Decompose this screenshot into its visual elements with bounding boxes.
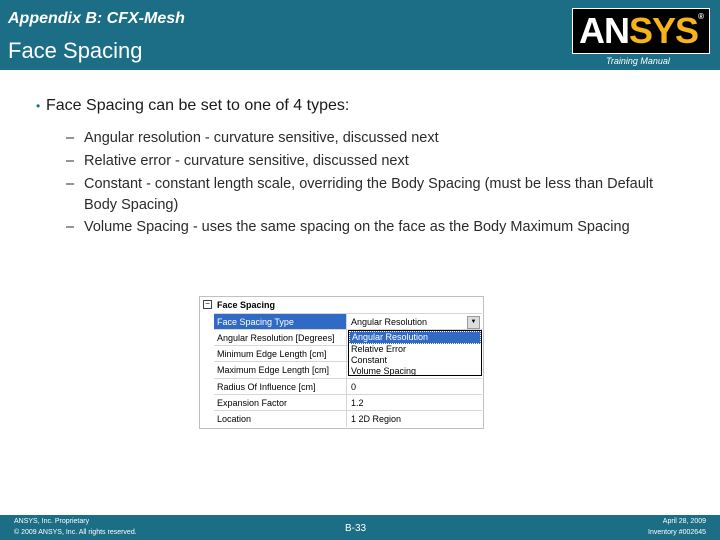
property-label: Angular Resolution [Degrees]	[214, 330, 347, 346]
property-label: Minimum Edge Length [cm]	[214, 346, 347, 362]
dropdown-arrow-icon[interactable]: ▼	[467, 316, 480, 329]
logo-text-part2: SYS	[629, 10, 699, 51]
header-bar	[0, 0, 720, 70]
page-number: B-33	[345, 523, 367, 534]
main-bullet: Face Spacing can be set to one of 4 types:	[46, 97, 350, 114]
logo-text-part1: AN	[579, 10, 630, 51]
property-value[interactable]: 1.2	[351, 398, 364, 408]
collapse-icon[interactable]: −	[203, 300, 212, 309]
dash-icon: –	[66, 219, 75, 235]
list-item-text: Volume Spacing - uses the same spacing on the face as the Body Maximum Spacing	[84, 219, 630, 235]
property-label: Location	[214, 411, 347, 427]
details-grid	[199, 296, 484, 429]
list-item-text: Angular resolution - curvature sensitive, discussed next	[84, 130, 439, 146]
property-value: Angular Resolution	[351, 317, 428, 327]
property-row[interactable]	[214, 410, 482, 427]
dropdown-option[interactable]: Volume Spacing	[351, 366, 417, 376]
list-item-text: Relative error - curvature sensitive, discussed next	[84, 153, 409, 169]
page-title: Face Spacing	[8, 38, 143, 63]
property-label: Maximum Edge Length [cm]	[214, 362, 347, 378]
inventory-number: Inventory #002645	[648, 529, 706, 536]
footer-date: April 28, 2009	[662, 518, 706, 525]
dropdown-option[interactable]: Constant	[351, 355, 388, 365]
group-header[interactable]	[200, 297, 483, 313]
section-title: Appendix B: CFX-Mesh	[8, 10, 185, 27]
list-item	[66, 151, 664, 172]
property-label: Radius Of Influence [cm]	[214, 379, 347, 395]
dropdown-list	[348, 330, 482, 376]
dropdown-option[interactable]: Relative Error	[351, 344, 407, 354]
footer-bar	[0, 515, 720, 540]
dash-icon: –	[66, 130, 75, 146]
property-label: Expansion Factor	[214, 395, 347, 411]
property-label: Face Spacing Type	[214, 314, 347, 330]
list-item-text: Constant - constant length scale, overriding the Body Spacing (must be less than Default Body Spacing)	[84, 176, 654, 213]
dash-icon: –	[66, 176, 75, 192]
dropdown-option[interactable]: Angular Resolution	[349, 331, 481, 344]
group-label: Face Spacing	[217, 300, 276, 310]
property-value[interactable]: 0	[351, 382, 357, 392]
property-value[interactable]: 1 2D Region	[351, 414, 402, 424]
bullet-icon: •	[36, 99, 41, 113]
property-value-select[interactable]	[348, 314, 482, 330]
property-row-face-spacing-type[interactable]	[214, 313, 482, 330]
ansys-logo	[572, 8, 710, 54]
logo-registered-mark: ®	[698, 12, 703, 21]
dash-icon: –	[66, 153, 75, 169]
list-item	[66, 128, 664, 149]
copyright-notice: © 2009 ANSYS, Inc. All rights reserved.	[14, 529, 137, 536]
property-row[interactable]	[214, 378, 482, 395]
property-row[interactable]	[214, 394, 482, 411]
proprietary-notice: ANSYS, Inc. Proprietary	[14, 518, 90, 525]
training-manual-label: Training Manual	[606, 56, 670, 66]
list-item	[66, 217, 664, 238]
list-item	[66, 174, 664, 216]
